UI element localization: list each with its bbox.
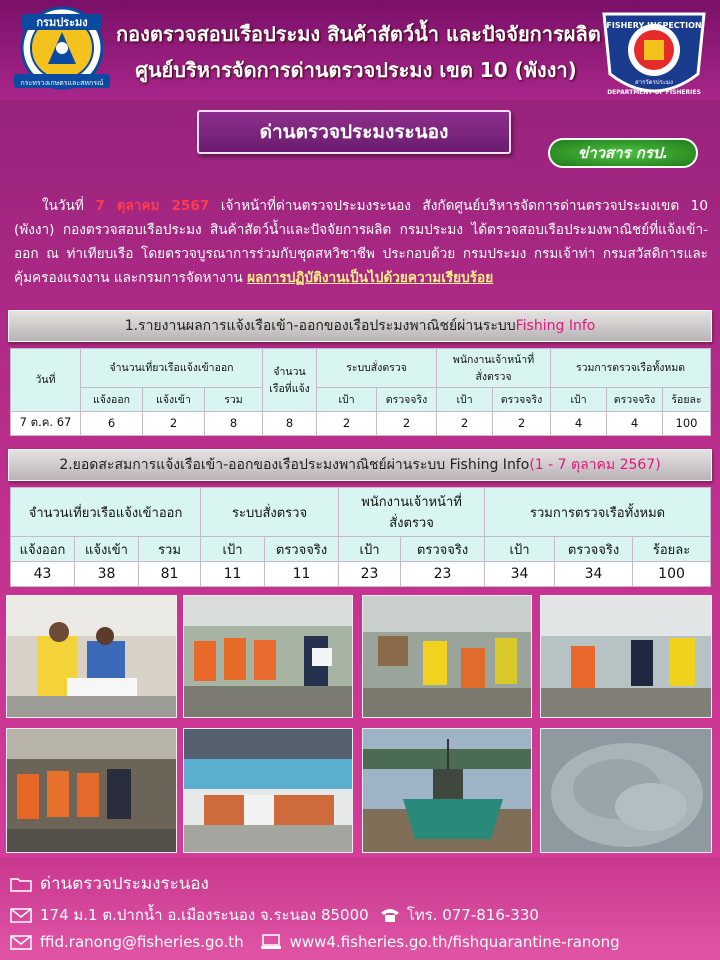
sub-sys-target: เป้า — [317, 387, 377, 411]
svg-text:FISHERY INSPECTION: FISHERY INSPECTION — [606, 21, 702, 30]
cell-off-actual: 23 — [401, 562, 485, 587]
mail-icon — [10, 907, 30, 923]
cell-off-actual: 2 — [493, 411, 551, 435]
col-officer-line1: พนักงานเจ้าหน้าที่ — [452, 353, 535, 366]
col-order-system: ระบบสั่งตรวจ — [317, 349, 437, 388]
cell-tot-actual: 34 — [555, 562, 633, 587]
sub-out: แจ้งออก — [11, 537, 75, 562]
photo-crew-lineup-2 — [6, 728, 177, 853]
intro-date: 7 ตุลาคม 2567 — [95, 198, 210, 214]
section1-title-text: 1.รายงานผลการแจ้งเรือเข้า-ออกของเรือประมงพาณิชย์ผ่านระบบ — [124, 318, 516, 334]
photo-inspection-documents — [6, 595, 177, 718]
sub-in: แจ้งเข้า — [143, 387, 205, 411]
sub-sys-actual: ตรวจจริง — [377, 387, 437, 411]
sub-out: แจ้งออก — [81, 387, 143, 411]
sub-sys-actual: ตรวจจริง — [265, 537, 339, 562]
cell-sys-target: 11 — [201, 562, 265, 587]
sub-off-actual: ตรวจจริง — [493, 387, 551, 411]
computer-icon — [260, 934, 280, 950]
cell-sys-actual: 2 — [377, 411, 437, 435]
intro-text-2: เจ้าหน้าที่ด่านตรวจประมงระนอง สังกัดศูนย์บริหารจัดการด่านตรวจประมงเขต 10 (พังงา) กองตรวจสอบเรือประมง สินค้าสัตว์น้ำและปัจจัยการผลิต กรมประมง ได้ตรวจสอบเรือประมงพาณิชย์ที่แจ้งเข้า-ออก ณ ท่าเทียบเรือ โดยตรวจบูรณาการร่วมกับชุดสหวิชาชีพ ประกอบด้วย กรมประมง กรมเจ้าท่า กรมสวัสดิการและคุ้มครองแรงงาน และกรมการจัดหางาน — [14, 198, 708, 286]
photo-group-on-pier — [183, 728, 353, 853]
sub-tot-target: เป้า — [551, 387, 607, 411]
footer-website[interactable]: www4.fisheries.go.th/fishquarantine-ranong — [289, 933, 620, 951]
svg-text:สารวัตรประมง: สารวัตรประมง — [635, 79, 673, 86]
footer-office-row — [10, 870, 209, 897]
sub-sum: รวม — [205, 387, 263, 411]
col-date: วันที่ — [11, 349, 81, 412]
section2-range: (1 - 7 ตุลาคม 2567) — [529, 457, 661, 473]
folder-icon — [10, 876, 30, 892]
section1-system-name: Fishing Info — [515, 318, 596, 334]
col-order-system: ระบบสั่งตรวจ — [201, 488, 339, 537]
sub-tot-target: เป้า — [485, 537, 555, 562]
sub-tot-actual: ตรวจจริง — [555, 537, 633, 562]
col-officer — [339, 488, 485, 537]
cell-tot-percent: 100 — [633, 562, 711, 587]
intro-text-1: ในวันที่ — [42, 198, 96, 214]
footer-contact-row — [10, 933, 620, 951]
intro-paragraph — [14, 194, 708, 290]
section2-title-text: 2.ยอดสะสมการแจ้งเรือเข้า-ออกของเรือประมงพาณิชย์ผ่านระบบ Fishing Info — [59, 457, 530, 473]
table-row — [11, 411, 711, 435]
cell-off-target: 2 — [437, 411, 493, 435]
col-officer-line2: สั่งตรวจ — [389, 516, 434, 531]
cell-tot-percent: 100 — [663, 411, 711, 435]
sub-off-actual: ตรวจจริง — [401, 537, 485, 562]
sub-off-target: เป้า — [339, 537, 401, 562]
footer-phone: โทร. 077-816-330 — [406, 906, 539, 924]
sub-sys-target: เป้า — [201, 537, 265, 562]
photo-fishing-boat — [362, 728, 532, 853]
cell-off-target: 23 — [339, 562, 401, 587]
photo-vessel-inspection — [540, 595, 712, 718]
footer-email[interactable]: ffid.ranong@fisheries.go.th — [40, 933, 244, 951]
cell-sys-actual: 11 — [265, 562, 339, 587]
col-total: รวมการตรวจเรือทั้งหมด — [485, 488, 711, 537]
header-title-line2: ศูนย์บริหารจัดการด่านตรวจประมง เขต 10 (พังงา) — [135, 58, 577, 82]
cumulative-report-table — [10, 487, 711, 587]
col-boats-line1: จำนวน — [273, 365, 306, 378]
cell-out: 43 — [11, 562, 75, 587]
svg-text:กระทรวงเกษตรและสหกรณ์: กระทรวงเกษตรและสหกรณ์ — [20, 79, 104, 87]
fishery-inspection-logo — [594, 4, 714, 108]
cell-sys-target: 2 — [317, 411, 377, 435]
cell-sum: 8 — [205, 411, 263, 435]
col-boats-line2: เรือที่แจ้ง — [269, 382, 310, 395]
email-icon — [10, 934, 30, 950]
col-officer-line1: พนักงานเจ้าหน้าที่ — [361, 495, 462, 510]
daily-report-table — [10, 348, 711, 436]
footer-office: ด่านตรวจประมงระนอง — [40, 874, 209, 894]
phone-icon — [379, 907, 399, 923]
col-boats — [263, 349, 317, 412]
cell-tot-actual: 4 — [607, 411, 663, 435]
photo-officers-with-crew — [362, 595, 532, 718]
cell-in: 2 — [143, 411, 205, 435]
svg-text:DEPARTMENT OF FISHERIES: DEPARTMENT OF FISHERIES — [607, 89, 701, 96]
sub-off-target: เป้า — [437, 387, 493, 411]
footer-address: 174 ม.1 ต.ปากน้ำ อ.เมืองระนอง จ.ระนอง 85000 — [40, 906, 369, 924]
table-row — [11, 562, 711, 587]
header — [0, 0, 720, 100]
department-of-fisheries-logo — [8, 6, 116, 92]
cell-tot-target: 4 — [551, 411, 607, 435]
header-title-line1: กองตรวจสอบเรือประมง สินค้าสัตว์น้ำ และปัจจัยการผลิต — [116, 22, 601, 46]
svg-text:กรมประมง: กรมประมง — [36, 16, 88, 29]
sub-tot-percent: ร้อยละ — [663, 387, 711, 411]
cell-in: 38 — [75, 562, 139, 587]
cell-out: 6 — [81, 411, 143, 435]
sub-sum: รวม — [139, 537, 201, 562]
col-officer-line2: สั่งตรวจ — [475, 370, 512, 383]
cell-date: 7 ต.ค. 67 — [11, 411, 81, 435]
cell-boats: 8 — [263, 411, 317, 435]
col-trips: จำนวนเที่ยวเรือแจ้งเข้าออก — [81, 349, 263, 388]
sub-tot-actual: ตรวจจริง — [607, 387, 663, 411]
section1-title — [8, 310, 712, 342]
footer — [0, 858, 720, 960]
col-officer — [437, 349, 551, 388]
cell-sum: 81 — [139, 562, 201, 587]
col-total: รวมการตรวจเรือทั้งหมด — [551, 349, 711, 388]
photo-crew-lineup-1 — [183, 595, 353, 718]
sub-in: แจ้งเข้า — [75, 537, 139, 562]
section2-title — [8, 449, 712, 481]
sub-tot-percent: ร้อยละ — [633, 537, 711, 562]
cell-tot-target: 34 — [485, 562, 555, 587]
office-banner: ด่านตรวจประมงระนอง — [197, 110, 511, 154]
footer-address-row — [10, 903, 539, 927]
intro-result: ผลการปฏิบัติงานเป็นไปด้วยความเรียบร้อย — [247, 270, 494, 286]
col-trips: จำนวนเที่ยวเรือแจ้งเข้าออก — [11, 488, 201, 537]
news-badge: ข่าวสาร กรป. — [548, 138, 698, 168]
photo-fishing-nets — [540, 728, 712, 853]
